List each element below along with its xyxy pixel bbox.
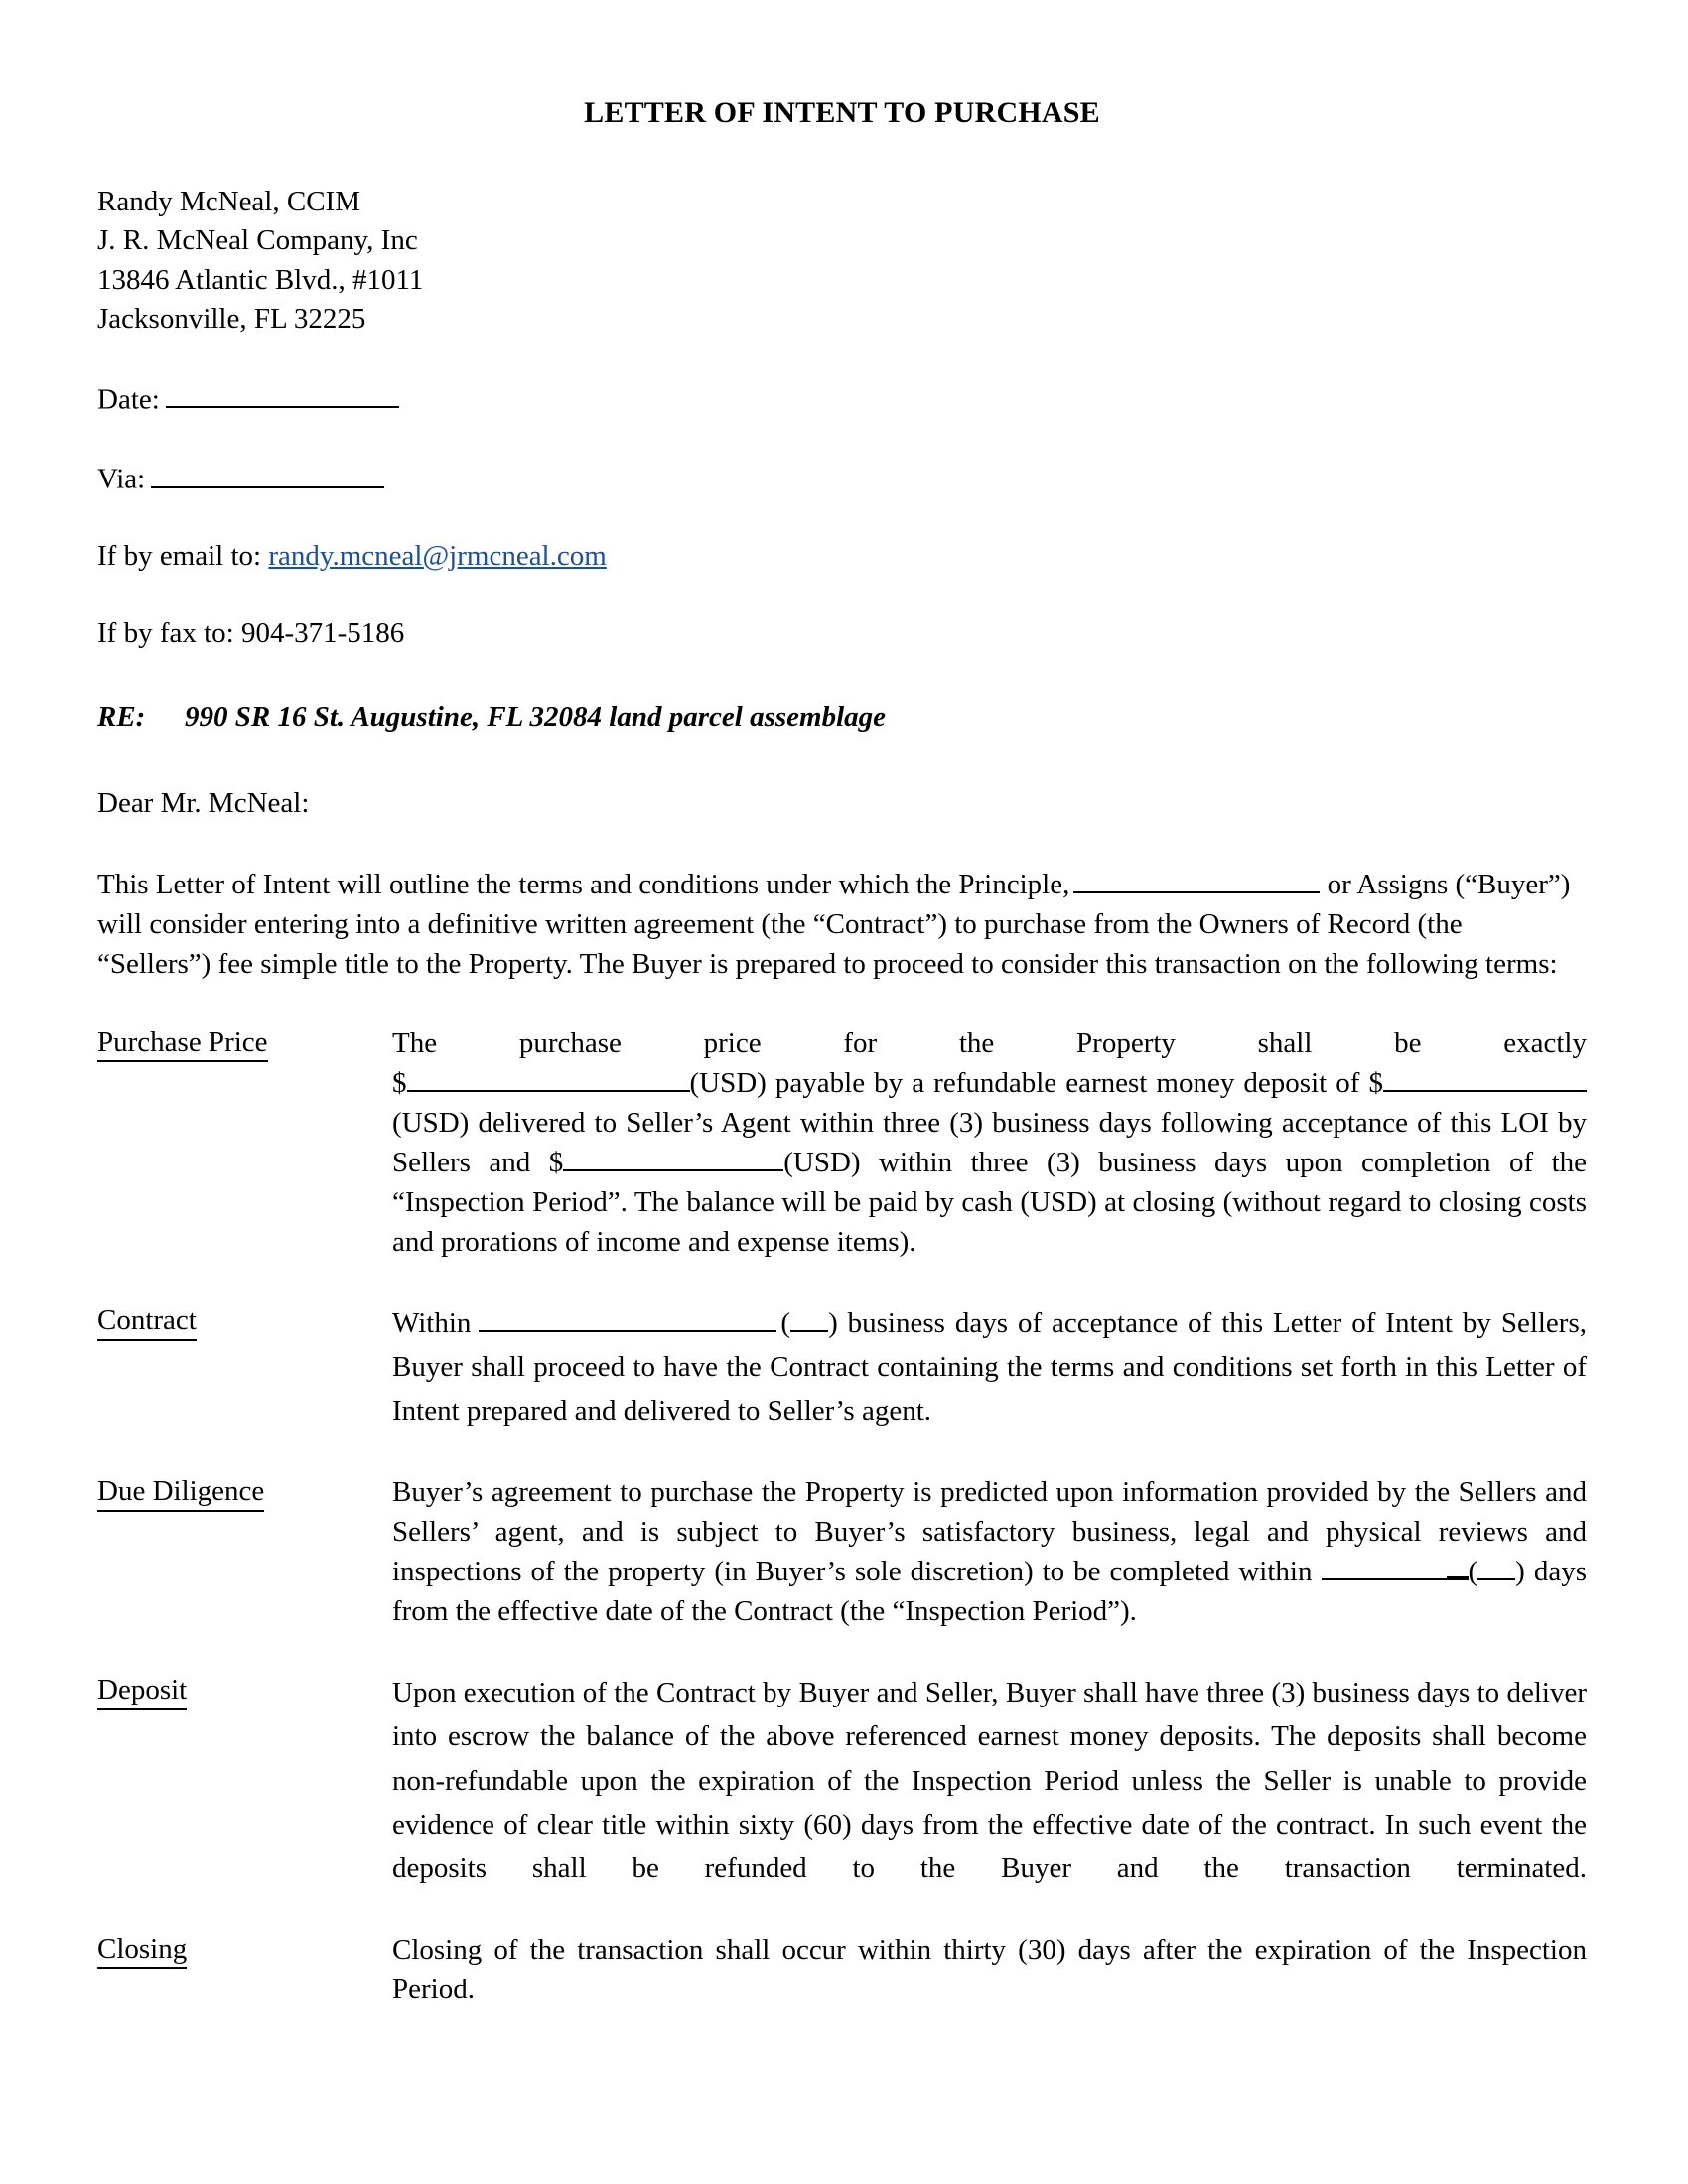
due-diligence-paren-open: (: [1468, 1556, 1478, 1588]
date-input-blank[interactable]: [166, 379, 399, 409]
contract-days-numeral-blank[interactable]: [790, 1303, 828, 1332]
intro-part-1: This Letter of Intent will outline the terms and conditions under which the Principle,: [97, 868, 1070, 900]
via-field-row: [97, 459, 1587, 498]
purchase-price-after-blank-1: (USD) payable by a refundable earnest money deposit of: [689, 1067, 1360, 1100]
purchase-price-label: Purchase Price: [97, 1024, 392, 1262]
earnest-deposit-2-blank[interactable]: [563, 1143, 783, 1171]
recipient-company: J. R. McNeal Company, Inc: [97, 224, 418, 257]
fax-row: If by fax to: 904-371-5186: [97, 616, 405, 649]
via-input-blank[interactable]: [151, 459, 384, 488]
due-diligence-days-blank[interactable]: [1322, 1553, 1463, 1581]
section-purchase-price: [97, 1024, 1587, 1262]
purchase-price-line-1: The purchase price for the Property shall be exactly: [392, 1027, 1587, 1060]
section-closing: [97, 1930, 1587, 2009]
recipient-city-state-zip: Jacksonville, FL 32225: [97, 303, 366, 336]
contract-body: [392, 1301, 1587, 1433]
purchase-price-after-blank-3: (USD) within three (3) business days upon completion of the “Inspection Period”. The balance will be paid by cash (USD) at closing (without regard to closing costs and prorations of income and expense items).: [392, 1147, 1587, 1259]
contract-days-blank[interactable]: [479, 1303, 776, 1332]
intro-paragraph: [97, 865, 1577, 984]
purchase-price-amount-blank[interactable]: [407, 1063, 690, 1092]
section-due-diligence: [97, 1472, 1587, 1631]
earnest-deposit-1-blank[interactable]: [1383, 1063, 1587, 1092]
email-prefix-label: If by email to:: [97, 540, 269, 573]
recipient-address-block: [97, 183, 1587, 340]
email-link[interactable]: randy.mcneal@jrmcneal.com: [268, 540, 607, 573]
closing-label: Closing: [97, 1930, 392, 2009]
contract-lead: Within: [392, 1307, 472, 1340]
due-diligence-body: [392, 1472, 1587, 1631]
letter-body: [97, 0, 1587, 2009]
via-label: Via:: [97, 463, 146, 495]
date-label: Date:: [97, 383, 160, 416]
intro-part-2: or Assigns (“Buyer”) will consider entering into a definitive written agreement (the “Contract”) to purchase from the Owners of Record (the “Sellers”) fee simple title to the Property. The Buyer is prepared to proceed to consider this transaction on the following terms:: [97, 868, 1571, 980]
closing-body: Closing of the transaction shall occur within thirty (30) days after the expiration of the Inspection Period.: [392, 1933, 1587, 2005]
due-diligence-text-before: Buyer’s agreement to purchase the Property is predicted upon information provided by the Sellers and Sellers’ agent, and is subject to Buyer’s satisfactory business, legal and physical reviews and inspections of the property (in Buyer’s sole discretion) to be completed within: [392, 1476, 1587, 1588]
contract-label: Contract: [97, 1301, 392, 1433]
recipient-name: Randy McNeal, CCIM: [97, 186, 360, 217]
section-deposit: [97, 1671, 1587, 1889]
page-title: LETTER OF INTENT TO PURCHASE: [584, 96, 1100, 129]
purchase-price-body: [392, 1024, 1587, 1262]
contract-paren-open: (: [780, 1307, 791, 1340]
re-subject-row: [97, 699, 1587, 737]
due-diligence-days-blank-tick: [1447, 1570, 1469, 1580]
deposit-body: Upon execution of the Contract by Buyer and Seller, Buyer shall have three (3) business days to deliver into escrow the balance of the above referenced earnest money deposits. The deposits shall become non-refundable upon the expiration of the Inspection Period unless the Seller is unable to provide evidence of clear title within sixty (60) days from the effective date of the contract. In such event the deposits shall be refunded to the Buyer and the transaction terminated.: [392, 1677, 1587, 1884]
dollar-sign-3: $: [548, 1147, 564, 1179]
date-field-row: [97, 379, 1587, 419]
due-diligence-label: Due Diligence: [97, 1472, 392, 1631]
salutation: Dear Mr. McNeal:: [97, 787, 310, 820]
due-diligence-text-after: ) days from the effective date of the Contract (the “Inspection Period”).: [392, 1556, 1587, 1628]
contract-after-blank: ) business days of acceptance of this Letter of Intent by Sellers, Buyer shall proceed to have the Contract containing the terms and conditions set forth in this Letter of Intent prepared and delivered to Seller’s agent.: [392, 1307, 1587, 1428]
deposit-label: Deposit: [97, 1671, 392, 1889]
principle-name-blank[interactable]: [1073, 865, 1320, 893]
email-row: [97, 538, 1587, 576]
re-label: RE:: [97, 700, 146, 733]
purchase-price-after-blank-2: (USD) delivered to Seller’s Agent within three (3) business days following acceptance of this LOI by Sellers and: [392, 1107, 1587, 1179]
dollar-sign-2: $: [1368, 1067, 1383, 1100]
recipient-street: 13846 Atlantic Blvd., #1011: [97, 263, 424, 296]
dollar-sign-1: $: [392, 1067, 407, 1100]
due-diligence-days-numeral-blank[interactable]: [1477, 1553, 1515, 1581]
re-subject: 990 SR 16 St. Augustine, FL 32084 land parcel assemblage: [185, 700, 887, 733]
section-contract: [97, 1301, 1587, 1433]
